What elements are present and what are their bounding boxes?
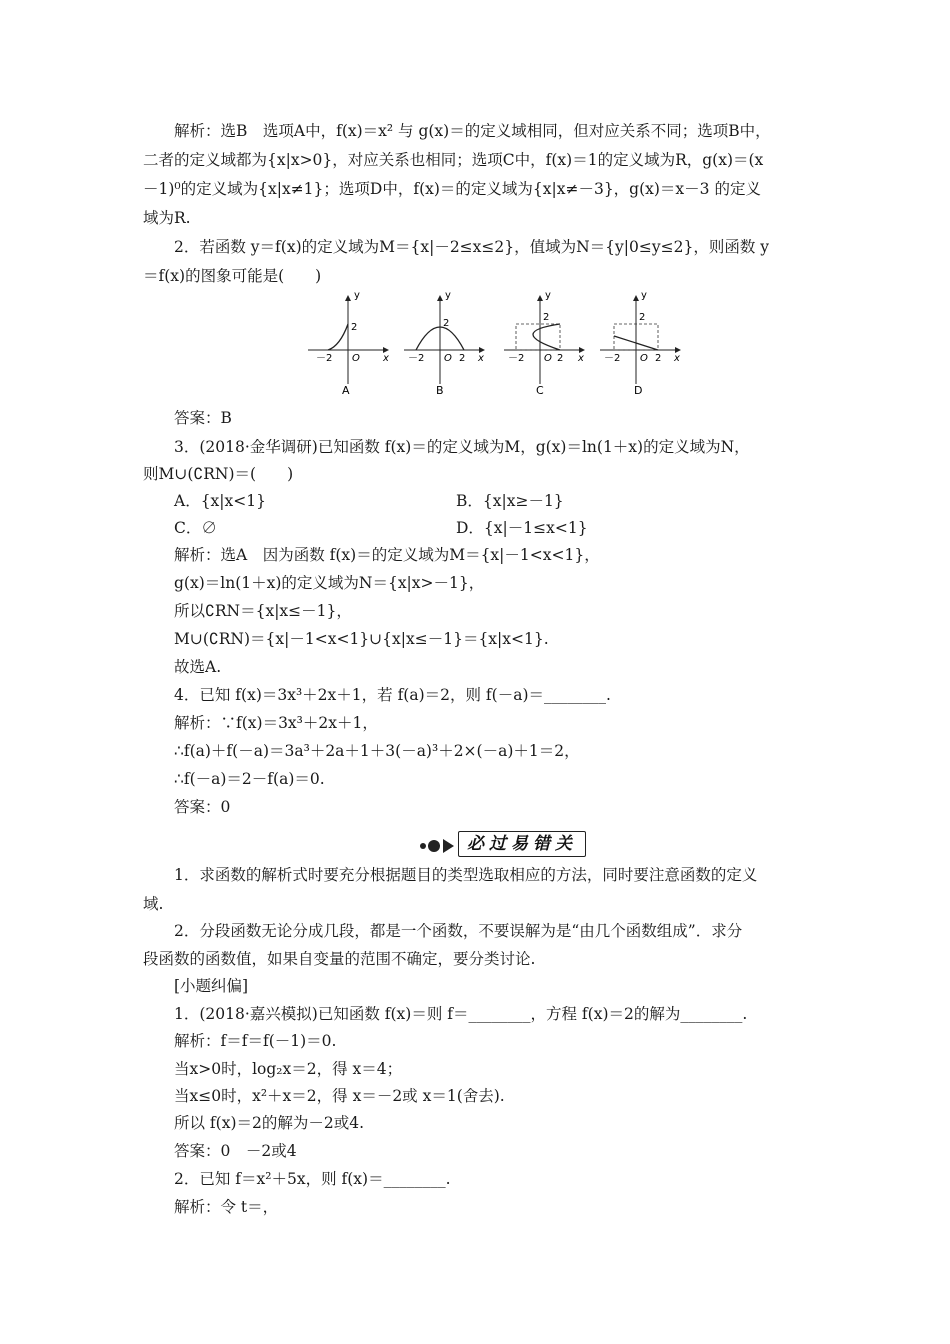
solution-line: 当x≤0时，x²＋x＝2，得 x＝－2或 x＝1(舍去).	[174, 1087, 505, 1105]
tip-line: 2．分段函数无论分成几段，都是一个函数，不要误解为是“由几个函数组成”．求分	[174, 922, 743, 940]
solution-line: 所以 f(x)＝2的解为－2或4.	[174, 1114, 365, 1132]
solution-line: ∴f(a)＋f(－a)＝3a³＋2a＋1＋3(－a)³＋2×(－a)＋1＝2，	[174, 742, 580, 760]
solution-line: 当x>0时，log₂x＝2，得 x＝4；	[174, 1060, 403, 1078]
graph-c	[504, 290, 584, 397]
graph-a	[308, 290, 389, 397]
graph-d	[600, 290, 680, 397]
curve-a	[328, 324, 348, 350]
tick-neg2: －2	[604, 353, 621, 364]
tick-neg2: －2	[508, 353, 525, 364]
caption-b: B	[436, 384, 444, 397]
solution-line: 二者的定义域都为{x|x>0}，对应关系也相同；选项C中，f(x)＝1的定义域为R，g(x)＝(x	[143, 151, 764, 169]
origin-label: O	[444, 353, 452, 364]
tick-2: 2	[557, 353, 564, 364]
graphs-svg	[300, 284, 690, 404]
tick-neg2: －2	[316, 353, 333, 364]
origin-label: O	[352, 353, 360, 364]
answer-line: 答案：0 －2或4	[174, 1142, 297, 1160]
solution-line: 所以∁RN＝{x|x≤－1}，	[174, 602, 352, 620]
option-c: C．∅	[174, 519, 217, 537]
x-axis-label: x	[383, 353, 389, 364]
solution-line: 解析：f＝f＝f(－1)＝0.	[174, 1032, 337, 1050]
tip-line: 段函数的函数值，如果自变量的范围不确定，要分类讨论.	[143, 950, 536, 968]
tick-2: 2	[543, 312, 550, 323]
origin-label: O	[544, 353, 552, 364]
y-axis-label: y	[354, 290, 360, 301]
tick-2: 2	[639, 312, 646, 323]
question-4: 4．已知 f(x)＝3x³＋2x＋1，若 f(a)＝2，则 f(－a)＝________.	[174, 686, 611, 704]
exercise-2: 2．已知 f＝x²＋5x，则 f(x)＝________.	[174, 1170, 451, 1188]
tick-neg2: －2	[408, 353, 425, 364]
question-3: 3．(2018·金华调研)已知函数 f(x)＝的定义域为M，g(x)＝ln(1＋x)的定义域为N，	[174, 438, 750, 456]
tick-2: 2	[655, 353, 662, 364]
section-banner	[418, 828, 618, 862]
solution-line: －1)⁰的定义域为{x|x≠1}；选项D中，f(x)＝的定义域为{x|x≠－3}，g(x)＝x－3 的定义	[143, 180, 761, 198]
answer-line: 答案：0	[174, 798, 231, 816]
x-axis-label: x	[478, 353, 484, 364]
x-axis-label: x	[674, 353, 680, 364]
solution-line: g(x)＝ln(1＋x)的定义域为N＝{x|x>－1}，	[174, 574, 485, 592]
tick-2: 2	[443, 318, 450, 329]
solution-line: 解析：选B 选项A中，f(x)＝x² 与 g(x)＝的定义域相同，但对应关系不同；选项B中，	[174, 122, 771, 140]
option-a: A．{x|x<1}	[174, 492, 266, 510]
y-axis-label: y	[445, 290, 451, 301]
tip-line: 域.	[143, 895, 164, 913]
caption-d: D	[634, 384, 643, 397]
y-axis-label: y	[641, 290, 647, 301]
solution-line: 解析：令 t＝，	[174, 1198, 279, 1216]
solution-line: 故选A.	[174, 658, 222, 676]
tick-2: 2	[459, 353, 466, 364]
curve-c	[533, 324, 560, 350]
question-2: 2．若函数 y＝f(x)的定义域为M＝{x|－2≤x≤2}，值域为N＝{y|0≤y≤2}，则函数 y	[174, 238, 770, 256]
tip-line: 1．求函数的解析式时要充分根据题目的类型选取相应的方法，同时要注意函数的定义	[174, 866, 758, 884]
solution-line: 域为R.	[143, 209, 191, 227]
banner-dots-icon	[418, 836, 460, 856]
function-graphs	[300, 284, 690, 404]
solution-line: ∴f(－a)＝2－f(a)＝0.	[174, 770, 325, 788]
solution-line: M∪(∁RN)＝{x|－1<x<1}∪{x|x≤－1}＝{x|x<1}.	[174, 630, 549, 648]
section-title: 必过易错关	[458, 831, 586, 857]
option-b: B．{x|x≥－1}	[456, 492, 564, 510]
graph-b	[404, 290, 484, 397]
x-axis-label: x	[578, 353, 584, 364]
y-axis-label: y	[545, 290, 551, 301]
option-d: D．{x|－1≤x<1}	[456, 519, 588, 537]
solution-line: 解析：选A 因为函数 f(x)＝的定义域为M＝{x|－1<x<1}，	[174, 546, 600, 564]
origin-label: O	[640, 353, 648, 364]
caption-a: A	[342, 384, 350, 397]
solution-line: 解析：∵f(x)＝3x³＋2x＋1，	[174, 714, 378, 732]
question-2-cont: ＝f(x)的图象可能是( )	[143, 267, 322, 285]
caption-c: C	[536, 384, 544, 397]
exercise-1: 1．(2018·嘉兴模拟)已知函数 f(x)＝则 f＝________，方程 f(x)＝2的解为________.	[174, 1005, 748, 1023]
question-3-cont: 则M∪(∁RN)＝( )	[143, 465, 294, 483]
answer-line: 答案：B	[174, 409, 232, 427]
subsection-heading: [小题纠偏]	[174, 977, 249, 995]
tick-2: 2	[351, 322, 358, 333]
dashed-box-c	[516, 324, 560, 350]
